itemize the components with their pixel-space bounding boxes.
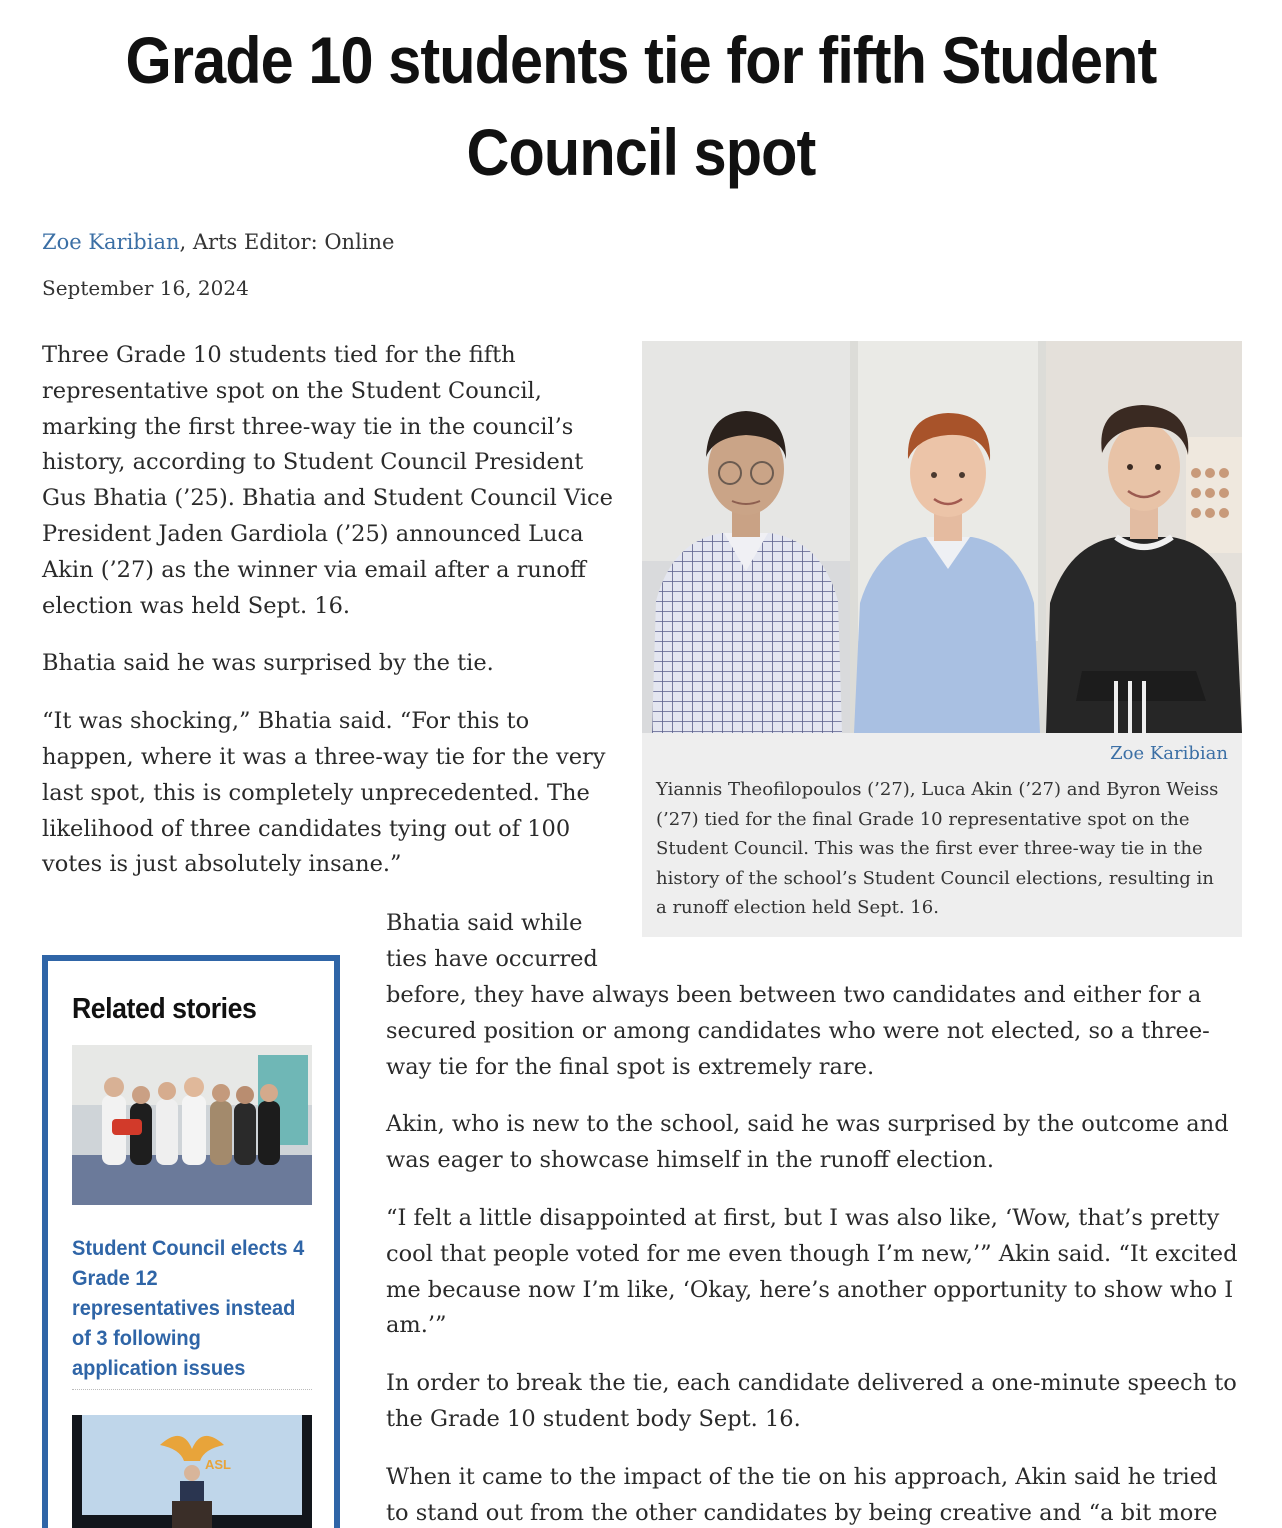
- paragraph: Bhatia said he was surprised by the tie.: [42, 650, 494, 677]
- author-role: , Arts Editor: Online: [179, 230, 395, 254]
- article-figure: [642, 341, 1242, 937]
- related-story-image[interactable]: [72, 1415, 312, 1528]
- asl-logo-text: ASL: [205, 1457, 231, 1472]
- student-photo-1: [642, 341, 850, 733]
- article-body-bottom: [386, 978, 1246, 1528]
- paragraph: When it came to the impact of the tie on his approach, Akin said he tried to stand out from the other candidates by being creative and “a bit more: [386, 1463, 1218, 1526]
- story-divider: [72, 1389, 312, 1390]
- paragraph: Three Grade 10 students tied for the fifth representative spot on the Student Council, marking the first three-way tie in the council’s history, according to Student Council President Gus Bhatia (’25). Bhatia and Student Council Vice President Jaden Gardiola (’25) announced Luca Akin (’27) as the winner via email after a runoff election was held Sept. 16.: [42, 342, 613, 619]
- paragraph: In order to break the tie, each candidate delivered a one-minute speech to the Grade 10 student body Sept. 16.: [386, 1370, 1237, 1432]
- article-headline: Grade 10 students tie for fifth Student Council spot: [125, 23, 1157, 189]
- related-story-image[interactable]: [72, 1045, 312, 1205]
- paragraph-narrow-part: Bhatia said while ties have occurred: [386, 910, 598, 972]
- related-stories-box: [42, 955, 340, 1528]
- photo-collage[interactable]: [642, 341, 1242, 733]
- article-body-top: [42, 338, 622, 905]
- related-stories-heading: Related stories: [72, 993, 257, 1025]
- photo-caption: Yiannis Theofilopoulos (’27), Luca Akin (’27) and Byron Weiss (’27) tied for the final Grade 10 representative spot on the Student Council. This was the first ever three-way tie in the history of the school’s Student Council elections, resulting in a runoff election held Sept. 16.: [656, 779, 1219, 918]
- publish-date: September 16, 2024: [42, 276, 249, 300]
- paragraph: “It was shocking,” Bhatia said. “For this to happen, where it was a three-way tie for the very last spot, this is completely unprecedented. The likelihood of three candidates tying out of 100 votes is just absolutely insane.”: [42, 708, 606, 878]
- author-link[interactable]: Zoe Karibian: [42, 230, 180, 254]
- byline: [42, 230, 394, 254]
- paragraph: “I felt a little disappointed at first, but I was also like, ‘Wow, that’s pretty cool that people voted for me even though I’m new,’” Akin said. “It excited me because now I’m like, ‘Okay, here’s another opportunity to show who I am.’”: [386, 1204, 1238, 1339]
- student-photo-3: [1046, 341, 1242, 733]
- related-story-link[interactable]: Student Council elects 4 Grade 12 representatives instead of 3 following application issues: [72, 1236, 305, 1380]
- paragraph: Akin, who is new to the school, said he was surprised by the outcome and was eager to showcase himself in the runoff election.: [386, 1111, 1229, 1174]
- student-photo-2: [850, 341, 1046, 733]
- paragraph: before, they have always been between two candidates and either for a secured position or among candidates who were not elected, so a three-way tie for the final spot is extremely rare.: [386, 982, 1210, 1080]
- photo-credit[interactable]: Zoe Karibian: [1110, 743, 1228, 764]
